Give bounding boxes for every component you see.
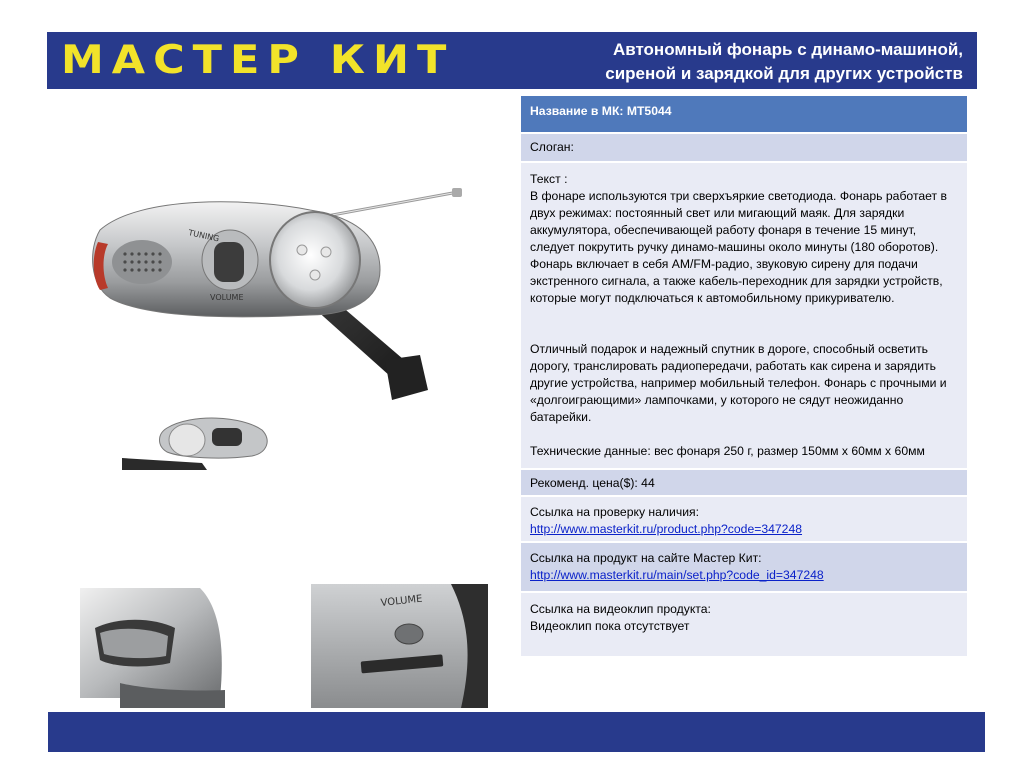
site-link-row: [521, 543, 967, 593]
crank-detail-illustration: [80, 588, 225, 708]
stock-link-label: Ссылка на проверку наличия:: [530, 505, 699, 519]
page-title-line-2: сиреной и зарядкой для других устройств: [605, 64, 963, 83]
volume-detail-label: VOLUME: [380, 593, 423, 609]
brand-logo: МАСТЕР КИТ: [61, 37, 455, 84]
description-label: Текст :: [530, 172, 568, 186]
slogan-label: Слоган:: [530, 140, 574, 154]
secondary-product-photo: [112, 408, 272, 478]
flashlight-main-illustration: [80, 180, 480, 430]
slogan-row: [521, 134, 967, 163]
video-link-row: [521, 593, 967, 658]
description-row: [521, 163, 967, 470]
price-row: [521, 470, 967, 497]
site-link[interactable]: http://www.masterkit.ru/main/set.php?code_id=347248: [530, 568, 824, 582]
stock-link[interactable]: http://www.masterkit.ru/product.php?code=347248: [530, 522, 803, 536]
main-product-photo: [80, 180, 480, 430]
technical-specs: Технические данные: вес фонаря 250 г, размер 150мм х 60мм х 60мм: [530, 444, 925, 458]
volume-detail-illustration: [311, 584, 488, 708]
stock-link-row: [521, 497, 967, 543]
product-name: Название в МК: MT5044: [530, 104, 672, 118]
description-paragraph-1: В фонаре используются три сверхъяркие светодиода. Фонарь работает в двух режимах: постоянный свет или мигающий маяк. Для зарядки аккумулятора, обеспечивающей работу фонаря в течение 15 минут, следует покрутить ручку динамо-машины около минуты (180 оборотов). Фонарь включает в себя AM/FM-радио, звуковую сирену для подачи экстренного сигнала, а также кабель-переходник для зарядки устройств, которые могут подключаться к автомобильному прикуривателю.: [530, 189, 947, 305]
site-link-label: Ссылка на продукт на сайте Мастер Кит:: [530, 551, 762, 565]
footer-bar: [48, 712, 985, 752]
price-label: Рекоменд. цена($): 44: [530, 476, 655, 490]
product-info-table: [521, 96, 967, 658]
page-title: [583, 38, 963, 86]
flashlight-small-illustration: [112, 408, 272, 478]
volume-label: VOLUME: [210, 293, 244, 302]
header-banner: [47, 32, 977, 89]
detail-photo-volume: [311, 584, 488, 708]
page-title-line-1: Автономный фонарь с динамо-машиной,: [612, 40, 963, 59]
description-paragraph-2: Отличный подарок и надежный спутник в дороге, способный осветить дорогу, транслировать радиопередачи, работать как сирена и зарядить другие устройства, например мобильный телефон. Фонарь с прочными и «долгоиграющими» лампочками, у которого не сядут неожиданно батарейки.: [530, 342, 947, 424]
video-status: Видеоклип пока отсутствует: [530, 619, 690, 633]
product-name-row: [521, 96, 967, 134]
video-link-label: Ссылка на видеоклип продукта:: [530, 602, 711, 616]
tuning-label: TUNING: [187, 228, 221, 244]
detail-photo-crank: [80, 588, 225, 708]
